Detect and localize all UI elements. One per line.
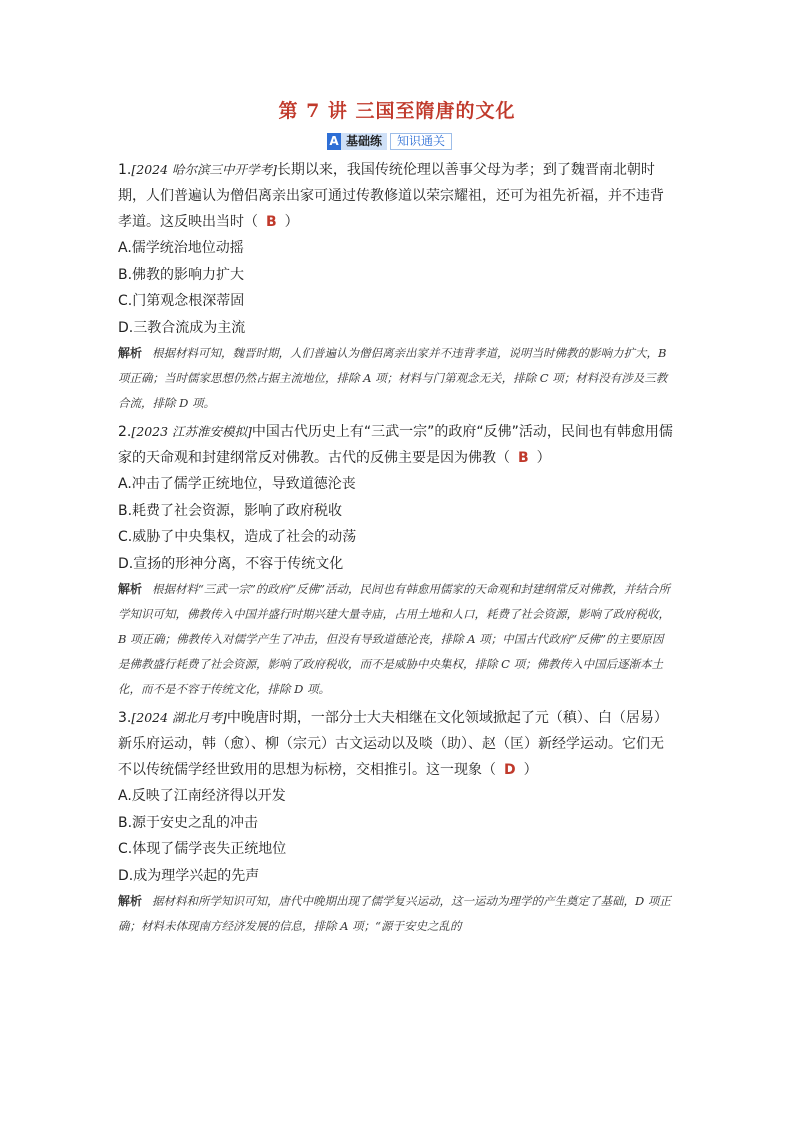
question-stem-end: ） xyxy=(284,214,299,230)
explanation xyxy=(118,577,674,702)
page-title: 第 7 讲 三国至隋唐的文化 xyxy=(278,100,516,122)
section-badge xyxy=(327,133,452,150)
option-b: B.耗费了社会资源，影响了政府税收 xyxy=(118,502,343,519)
answer-letter: B xyxy=(518,450,529,466)
option-a: A.儒学统治地位动摇 xyxy=(118,240,244,256)
badge-level-label: 基础练 xyxy=(341,133,387,150)
explanation-text: 根据材料可知，魏晋时期，人们普遍认为僧侣离亲出家并不违背孝道，说明当时佛教的影响力扩大，B 项正确；当时儒家思想仍然占据主流地位，排除 A 项；材料与门第观念无关，排除 C 项；材料没有涉及三教合流，排除 D 项。 xyxy=(118,346,668,410)
question-number: 1. xyxy=(118,162,132,178)
option-d: D.成为理学兴起的先声 xyxy=(118,867,260,884)
question-stem-end: ） xyxy=(536,450,551,466)
option-d: D.宣扬的形神分离，不容于传统文化 xyxy=(118,555,344,572)
question-2 xyxy=(118,419,674,702)
explanation-label: 解析 xyxy=(118,346,143,360)
question-stem xyxy=(118,705,674,783)
question-source: [2024 哈尔滨三中开学考] xyxy=(131,162,277,177)
explanation-text: 据材料和所学知识可知，唐代中晚期出现了儒学复兴运动，这一运动为理学的产生奠定了基础，D 项正确；材料未体现南方经济发展的信息，排除 A 项；“源于安史之乱的 xyxy=(118,894,671,933)
explanation-label: 解析 xyxy=(118,894,143,908)
option-c: C.体现了儒学丧失正统地位 xyxy=(118,841,287,857)
option-b: B.源于安史之乱的冲击 xyxy=(118,814,259,831)
badge-tag: 知识通关 xyxy=(390,133,452,150)
option-b: B.佛教的影响力扩大 xyxy=(118,266,245,283)
explanation-text: 根据材料“三武一宗”的政府“反佛”活动，民间也有韩愈用儒家的天命观和封建纲常反对佛教，并结合所学知识可知，佛教传入中国并盛行时期兴建大量寺庙，占用土地和人口，耗费了社会资源，影响了政府税收，B 项正确；佛教传入对儒学产生了冲击，但没有导致道德沦丧，排除 A 项；中国古代政府“反佛”的主要原因是佛教盛行耗费了社会资源，影响了政府税收，而不是威胁中央集权，排除 C 项；佛教传入中国后逐渐本土化，而不是不容于传统文化，排除 D 项。 xyxy=(118,582,671,696)
question-stem xyxy=(118,419,674,471)
explanation xyxy=(118,889,674,939)
option-c: C.门第观念根深蒂固 xyxy=(118,293,245,309)
question-stem xyxy=(118,157,674,235)
explanation xyxy=(118,341,674,416)
option-c: C.威胁了中央集权，造成了社会的动荡 xyxy=(118,529,357,545)
answer-letter: B xyxy=(266,214,277,230)
question-text: 中国古代历史上有“三武一宗”的政府“反佛”活动，民间也有韩愈用儒家的天命观和封建纲常反对佛教。古代的反佛主要是因为佛教（ xyxy=(118,424,673,466)
question-1 xyxy=(118,157,674,416)
question-source: [2023 江苏淮安模拟] xyxy=(131,424,252,439)
question-source: [2024 湖北月考] xyxy=(131,710,227,725)
question-number: 2. xyxy=(118,424,132,440)
question-number: 3. xyxy=(118,710,132,726)
option-a: A.反映了江南经济得以开发 xyxy=(118,788,286,804)
question-3 xyxy=(118,705,674,939)
option-d: D.三教合流成为主流 xyxy=(118,319,246,336)
question-list xyxy=(118,157,674,942)
option-a: A.冲击了儒学正统地位，导致道德沦丧 xyxy=(118,476,356,492)
badge-level-letter: A xyxy=(327,133,341,150)
question-stem-end: ） xyxy=(523,762,538,778)
question-text: 长期以来，我国传统伦理以善事父母为孝；到了魏晋南北朝时期，人们普遍认为僧侣离亲出家可通过传教修道以荣宗耀祖，还可为祖先祈福，并不违背孝道。这反映出当时（ xyxy=(118,162,664,230)
explanation-label: 解析 xyxy=(118,582,143,596)
answer-letter: D xyxy=(504,762,516,778)
question-text: 中晚唐时期，一部分士大夫相继在文化领域掀起了元（稹）、白（居易）新乐府运动，韩（愈）、柳（宗元）古文运动以及啖（助）、赵（匡）新经学运动。它们无不以传统儒学经世致用的思想为标榜，交相推引。这一现象（ xyxy=(118,710,668,778)
